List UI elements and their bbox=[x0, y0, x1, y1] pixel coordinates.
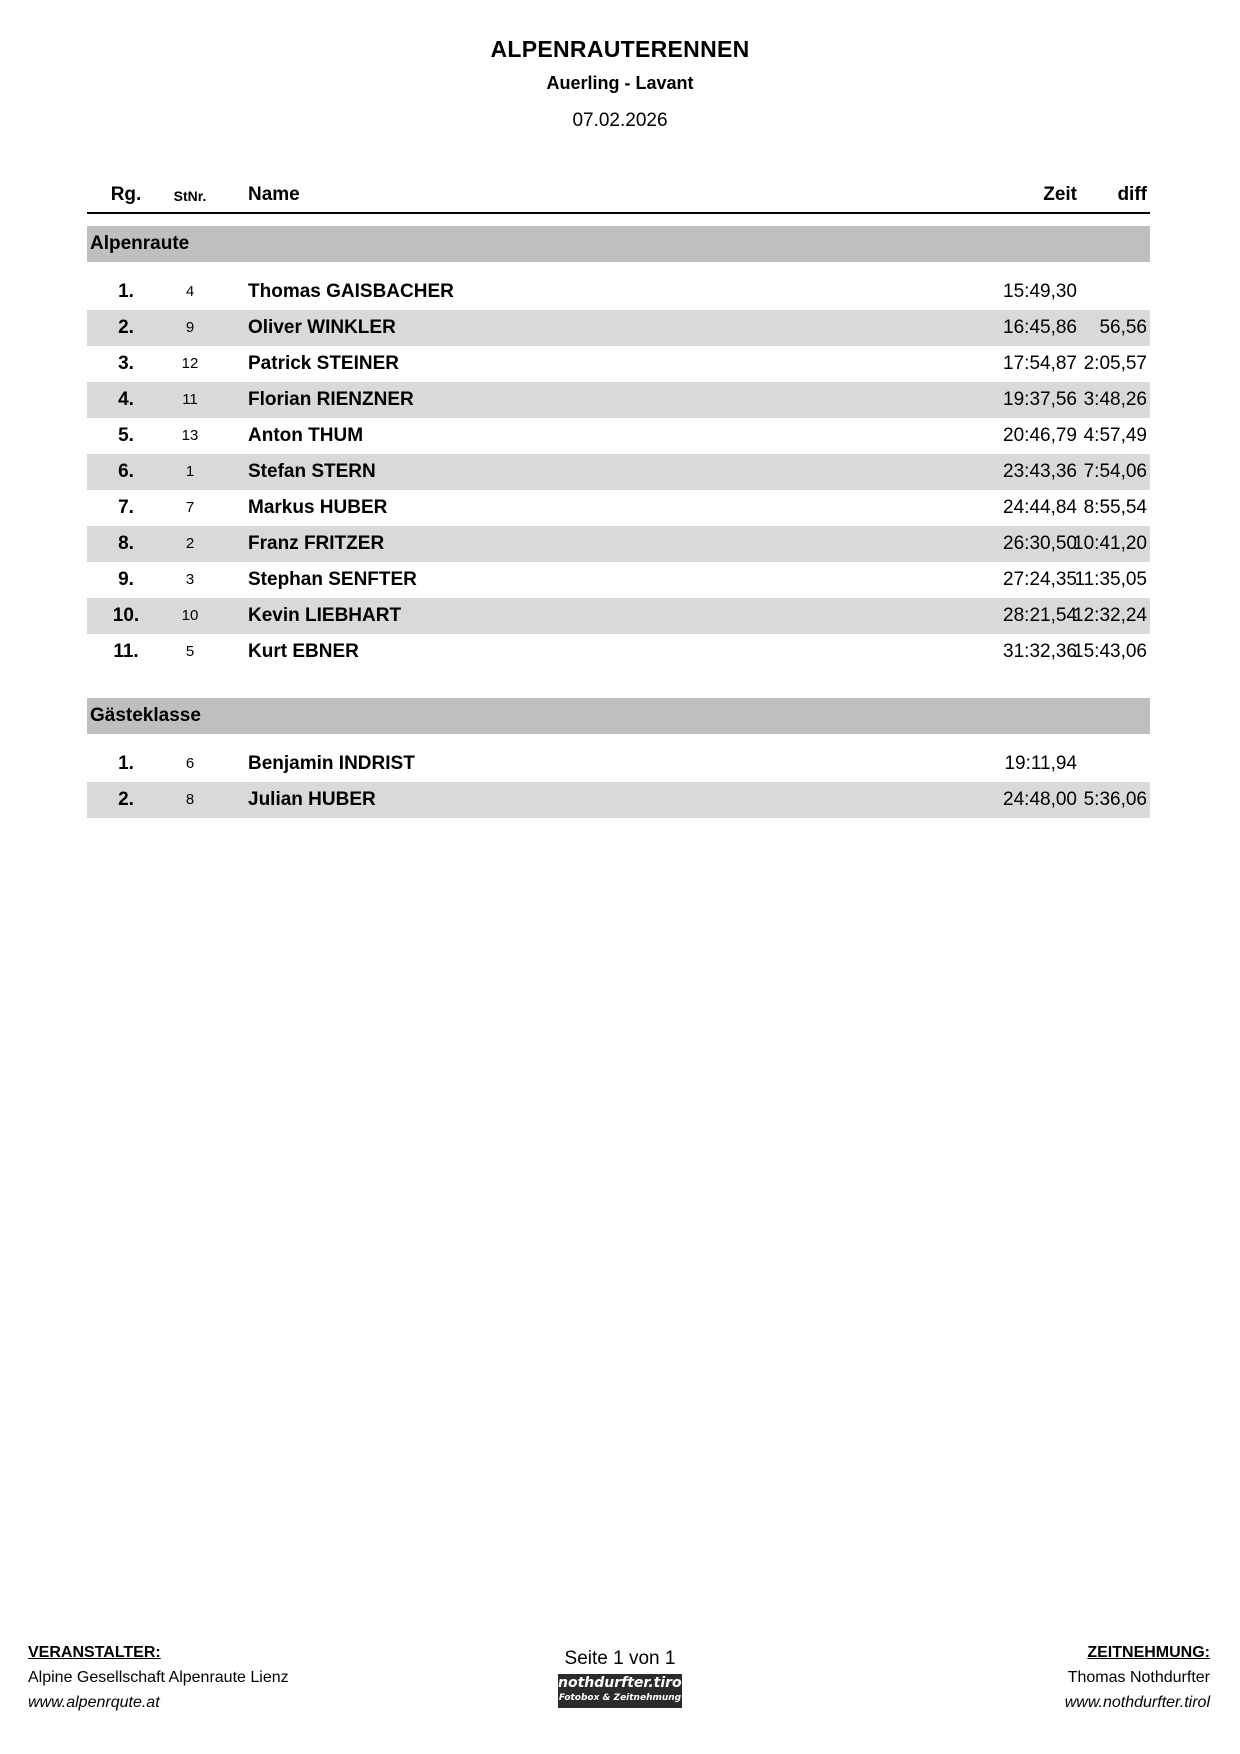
group-title: Gästeklasse bbox=[87, 698, 1150, 734]
start-number-cell: 8 bbox=[185, 791, 195, 808]
table-row bbox=[87, 418, 1150, 454]
table-row bbox=[87, 526, 1150, 562]
page-info bbox=[520, 1648, 720, 1708]
rank-cell: 4. bbox=[118, 389, 134, 410]
time-cell: 19:37,56 bbox=[1003, 389, 1077, 410]
timing-heading: ZEITNEHMUNG: bbox=[1087, 1644, 1210, 1661]
diff-cell: 4:57,49 bbox=[1083, 425, 1147, 446]
table-row bbox=[87, 310, 1150, 346]
rank-cell: 9. bbox=[118, 569, 134, 590]
result-group bbox=[87, 698, 1150, 818]
start-number-cell: 7 bbox=[185, 499, 195, 516]
name-cell: Anton THUM bbox=[248, 425, 364, 446]
start-number-cell: 4 bbox=[185, 283, 195, 300]
rank-cell: 8. bbox=[118, 533, 134, 554]
column-header-start-number: StNr. bbox=[173, 188, 207, 204]
name-cell: Patrick STEINER bbox=[248, 353, 399, 374]
name-cell: Franz FRITZER bbox=[248, 533, 385, 554]
time-cell: 20:46,79 bbox=[1003, 425, 1077, 446]
results-table bbox=[87, 176, 1150, 818]
diff-cell: 3:48,26 bbox=[1083, 389, 1147, 410]
time-cell: 31:32,36 bbox=[1003, 641, 1077, 662]
timing-website: www.nothdurfter.tirol bbox=[1064, 1694, 1210, 1711]
time-cell: 16:45,86 bbox=[1003, 317, 1077, 338]
timing-logo bbox=[558, 1674, 687, 1708]
table-row bbox=[87, 490, 1150, 526]
start-number-cell: 9 bbox=[185, 319, 195, 336]
rank-cell: 2. bbox=[118, 789, 134, 810]
name-cell: Thomas GAISBACHER bbox=[248, 281, 454, 302]
name-cell: Stefan STERN bbox=[248, 461, 376, 482]
timing-block bbox=[1065, 1640, 1210, 1715]
time-cell: 26:30,50 bbox=[1003, 533, 1077, 554]
column-header-diff: diff bbox=[1117, 184, 1147, 205]
time-cell: 19:11,94 bbox=[1004, 753, 1077, 774]
diff-cell: 10:41,20 bbox=[1073, 533, 1147, 554]
name-cell: Kevin LIEBHART bbox=[248, 605, 402, 626]
timing-name: Thomas Nothdurfter bbox=[1067, 1669, 1210, 1686]
page-subtitle: Auerling - Lavant bbox=[546, 73, 694, 93]
name-cell: Benjamin INDRIST bbox=[248, 753, 415, 774]
table-row bbox=[87, 746, 1150, 782]
table-row bbox=[87, 598, 1150, 634]
time-cell: 23:43,36 bbox=[1003, 461, 1077, 482]
start-number-cell: 13 bbox=[181, 427, 199, 444]
name-cell: Markus HUBER bbox=[248, 497, 388, 518]
time-cell: 27:24,35 bbox=[1003, 569, 1077, 590]
rank-cell: 2. bbox=[118, 317, 134, 338]
event-date: 07.02.2026 bbox=[572, 110, 668, 131]
page-number: Seite 1 von 1 bbox=[564, 1648, 676, 1669]
diff-cell: 8:55,54 bbox=[1083, 497, 1147, 518]
start-number-cell: 2 bbox=[185, 535, 195, 552]
result-group bbox=[87, 226, 1150, 670]
result-groups bbox=[87, 226, 1150, 818]
start-number-cell: 5 bbox=[185, 643, 195, 660]
table-row bbox=[87, 562, 1150, 598]
start-number-cell: 10 bbox=[181, 607, 199, 624]
rank-cell: 5. bbox=[118, 425, 134, 446]
page-footer bbox=[0, 1640, 1240, 1720]
group-rows bbox=[87, 274, 1150, 670]
name-cell: Stephan SENFTER bbox=[248, 569, 417, 590]
rank-cell: 7. bbox=[118, 497, 134, 518]
column-header-name: Name bbox=[248, 184, 300, 205]
diff-cell: 56,56 bbox=[1099, 317, 1147, 338]
table-row bbox=[87, 274, 1150, 310]
table-row bbox=[87, 634, 1150, 670]
table-row bbox=[87, 346, 1150, 382]
column-header-row bbox=[87, 176, 1150, 214]
time-cell: 15:49,30 bbox=[1003, 281, 1077, 302]
diff-cell: 11:35,05 bbox=[1074, 569, 1147, 590]
time-cell: 17:54,87 bbox=[1003, 353, 1077, 374]
time-cell: 24:48,00 bbox=[1003, 789, 1077, 810]
start-number-cell: 11 bbox=[182, 391, 198, 408]
column-header-rank: Rg. bbox=[110, 184, 142, 205]
diff-cell: 5:36,06 bbox=[1083, 789, 1147, 810]
time-cell: 28:21,54 bbox=[1003, 605, 1077, 626]
diff-cell: 15:43,06 bbox=[1073, 641, 1147, 662]
table-row bbox=[87, 454, 1150, 490]
table-row bbox=[87, 782, 1150, 818]
rank-cell: 10. bbox=[112, 605, 140, 626]
name-cell: Kurt EBNER bbox=[248, 641, 359, 662]
diff-cell: 2:05,57 bbox=[1083, 353, 1147, 374]
page-title: ALPENRAUTERENNEN bbox=[490, 36, 750, 62]
diff-cell: 7:54,06 bbox=[1083, 461, 1147, 482]
organizer-heading: VERANSTALTER: bbox=[28, 1644, 161, 1661]
column-header-time: Zeit bbox=[1043, 184, 1077, 205]
group-rows bbox=[87, 746, 1150, 818]
start-number-cell: 3 bbox=[185, 571, 195, 588]
group-title: Alpenraute bbox=[87, 226, 1150, 262]
rank-cell: 1. bbox=[118, 753, 134, 774]
name-cell: Julian HUBER bbox=[248, 789, 376, 810]
rank-cell: 3. bbox=[118, 353, 134, 374]
logo-text: nothdurfter.tirol bbox=[558, 1675, 687, 1691]
rank-cell: 1. bbox=[118, 281, 134, 302]
organizer-website: www.alpenrqute.at bbox=[28, 1694, 160, 1711]
start-number-cell: 6 bbox=[185, 755, 195, 772]
start-number-cell: 1 bbox=[185, 463, 195, 480]
rank-cell: 6. bbox=[118, 461, 134, 482]
start-number-cell: 12 bbox=[181, 355, 199, 372]
logo-tagline: Fotobox & Zeitnehmung bbox=[558, 1693, 682, 1703]
table-row bbox=[87, 382, 1150, 418]
organizer-block bbox=[28, 1640, 289, 1715]
name-cell: Florian RIENZNER bbox=[248, 389, 414, 410]
name-cell: Oliver WINKLER bbox=[248, 317, 396, 338]
organizer-name: Alpine Gesellschaft Alpenraute Lienz bbox=[28, 1669, 289, 1686]
diff-cell: 12:32,24 bbox=[1073, 605, 1147, 626]
rank-cell: 11. bbox=[113, 641, 139, 662]
time-cell: 24:44,84 bbox=[1003, 497, 1077, 518]
